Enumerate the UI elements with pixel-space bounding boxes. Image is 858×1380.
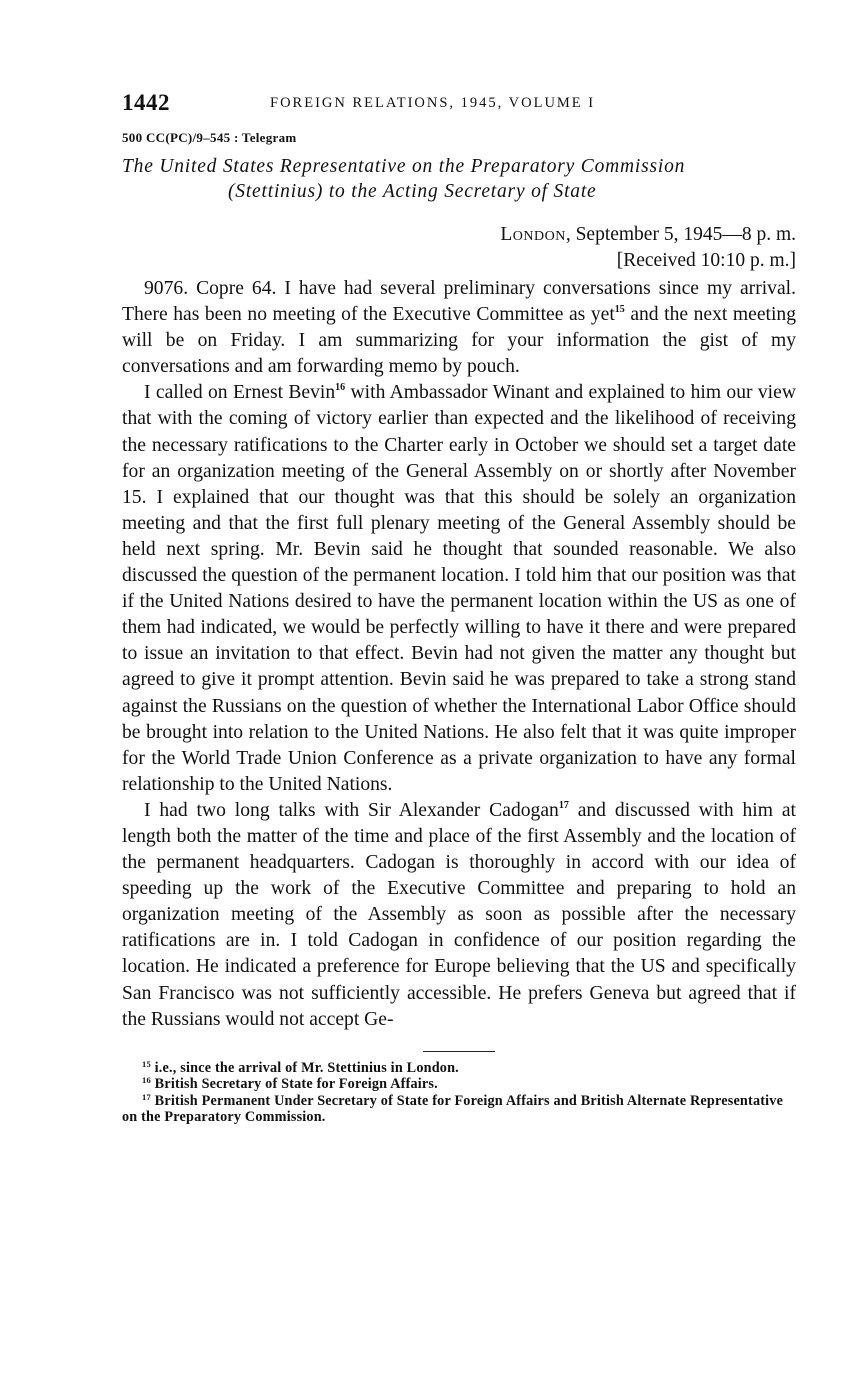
paragraph-1-text-b: and the next meeting will be on Friday. I am summarizing for your information the gist of my conversations and am forwarding memo by pouch.: [122, 304, 796, 378]
footnote-ref-16: 16: [335, 382, 346, 394]
paragraph-1-text-a: 9076. Copre 64. I have had several preliminary conversations since my arrival. There has been no meeting of the Executive Committee as yet: [122, 278, 796, 326]
footnote-ref-17: 17: [558, 799, 569, 811]
footnote-17-number: 17: [142, 1091, 151, 1102]
dateline-received: [Received 10:10 p. m.]: [616, 250, 796, 271]
page-header: [122, 86, 796, 120]
footnote-17: [122, 1093, 796, 1126]
paragraph-3-text-a: I had two long talks with Sir Alexander Cadogan: [144, 799, 559, 821]
paragraph-2-text-a: I called on Ernest Bevin: [144, 382, 336, 404]
telegram-body: [122, 276, 796, 1033]
dateline: [122, 222, 796, 274]
paragraph-3-text-b: and discussed with him at length both the matter of the time and place of the first Assembly and the location of the permanent headquarters. Cadogan is thoroughly in accord with our idea of speeding up the work of the Executive Committee and preparing to hold an organization meeting of the Assembly as soon as possible after the necessary ratifications are in. I told Cadogan in confidence of our position regarding the location. He indicated a preference for Europe believing that the US and specifically San Francisco was not sufficiently accessible. He prefers Geneva but agreed that if the Russians would not accept Ge-: [122, 799, 796, 1030]
footnote-ref-15: 15: [614, 304, 625, 316]
footnote-15-text: i.e., since the arrival of Mr. Stettinius in London.: [154, 1059, 459, 1076]
footnotes: [122, 1060, 796, 1126]
document-title: [122, 154, 796, 204]
dateline-place: London: [500, 224, 566, 245]
page-number: 1442: [122, 90, 170, 115]
paragraph-2: [122, 380, 796, 798]
footnote-17-text: British Permanent Under Secretary of State for Foreign Affairs and British Alternate Representative on the Preparatory Commission.: [122, 1092, 784, 1126]
document-page: [122, 86, 796, 1126]
document-title-line-2: (Stettinius) to the Acting Secretary of State: [228, 181, 597, 202]
footnote-divider: [423, 1051, 495, 1052]
paragraph-1: [122, 276, 796, 380]
document-file-number: 500 CC(PC)/9–545 : Telegram: [122, 130, 297, 145]
dateline-date: , September 5, 1945—8 p. m.: [565, 224, 796, 245]
footnote-15-number: 15: [142, 1058, 151, 1069]
footnote-15: [122, 1060, 796, 1077]
document-title-line-1: The United States Representative on the Preparatory Commission: [122, 156, 686, 177]
paragraph-3: [122, 798, 796, 1033]
paragraph-2-text-b: with Ambassador Winant and explained to him our view that with the coming of victory earlier than expected and the likelihood of receiving the necessary ratifications to the Charter early in October we should set a target date for an organization meeting of the General Assembly on or shortly after November 15. I explained that our thought was that this should be solely an organization meeting and that the first full plenary meeting of the General Assembly should be held next spring. Mr. Bevin said he thought that sounded reasonable. We also discussed the question of the permanent location. I told him that our position was that if the United Nations desired to have the permanent location within the US as one of them had indicated, we would be perfectly willing to have it there and were prepared to issue an invitation to that effect. Bevin had not given the matter any thought but agreed to give it prompt attention. Bevin said he was prepared to take a strong stand against the Russians on the question of whether the International Labor Office should be brought into relation to the United Nations. He also felt that it was quite improper for the World Trade Union Conference as a private organization to have any formal relationship to the United Nations.: [122, 382, 796, 795]
running-head: FOREIGN RELATIONS, 1945, VOLUME I: [270, 95, 596, 111]
footnote-16-number: 16: [142, 1075, 151, 1086]
footnote-16-text: British Secretary of State for Foreign Affairs.: [154, 1076, 438, 1093]
footnote-16: [122, 1076, 796, 1093]
dateline-sent: [122, 222, 796, 248]
